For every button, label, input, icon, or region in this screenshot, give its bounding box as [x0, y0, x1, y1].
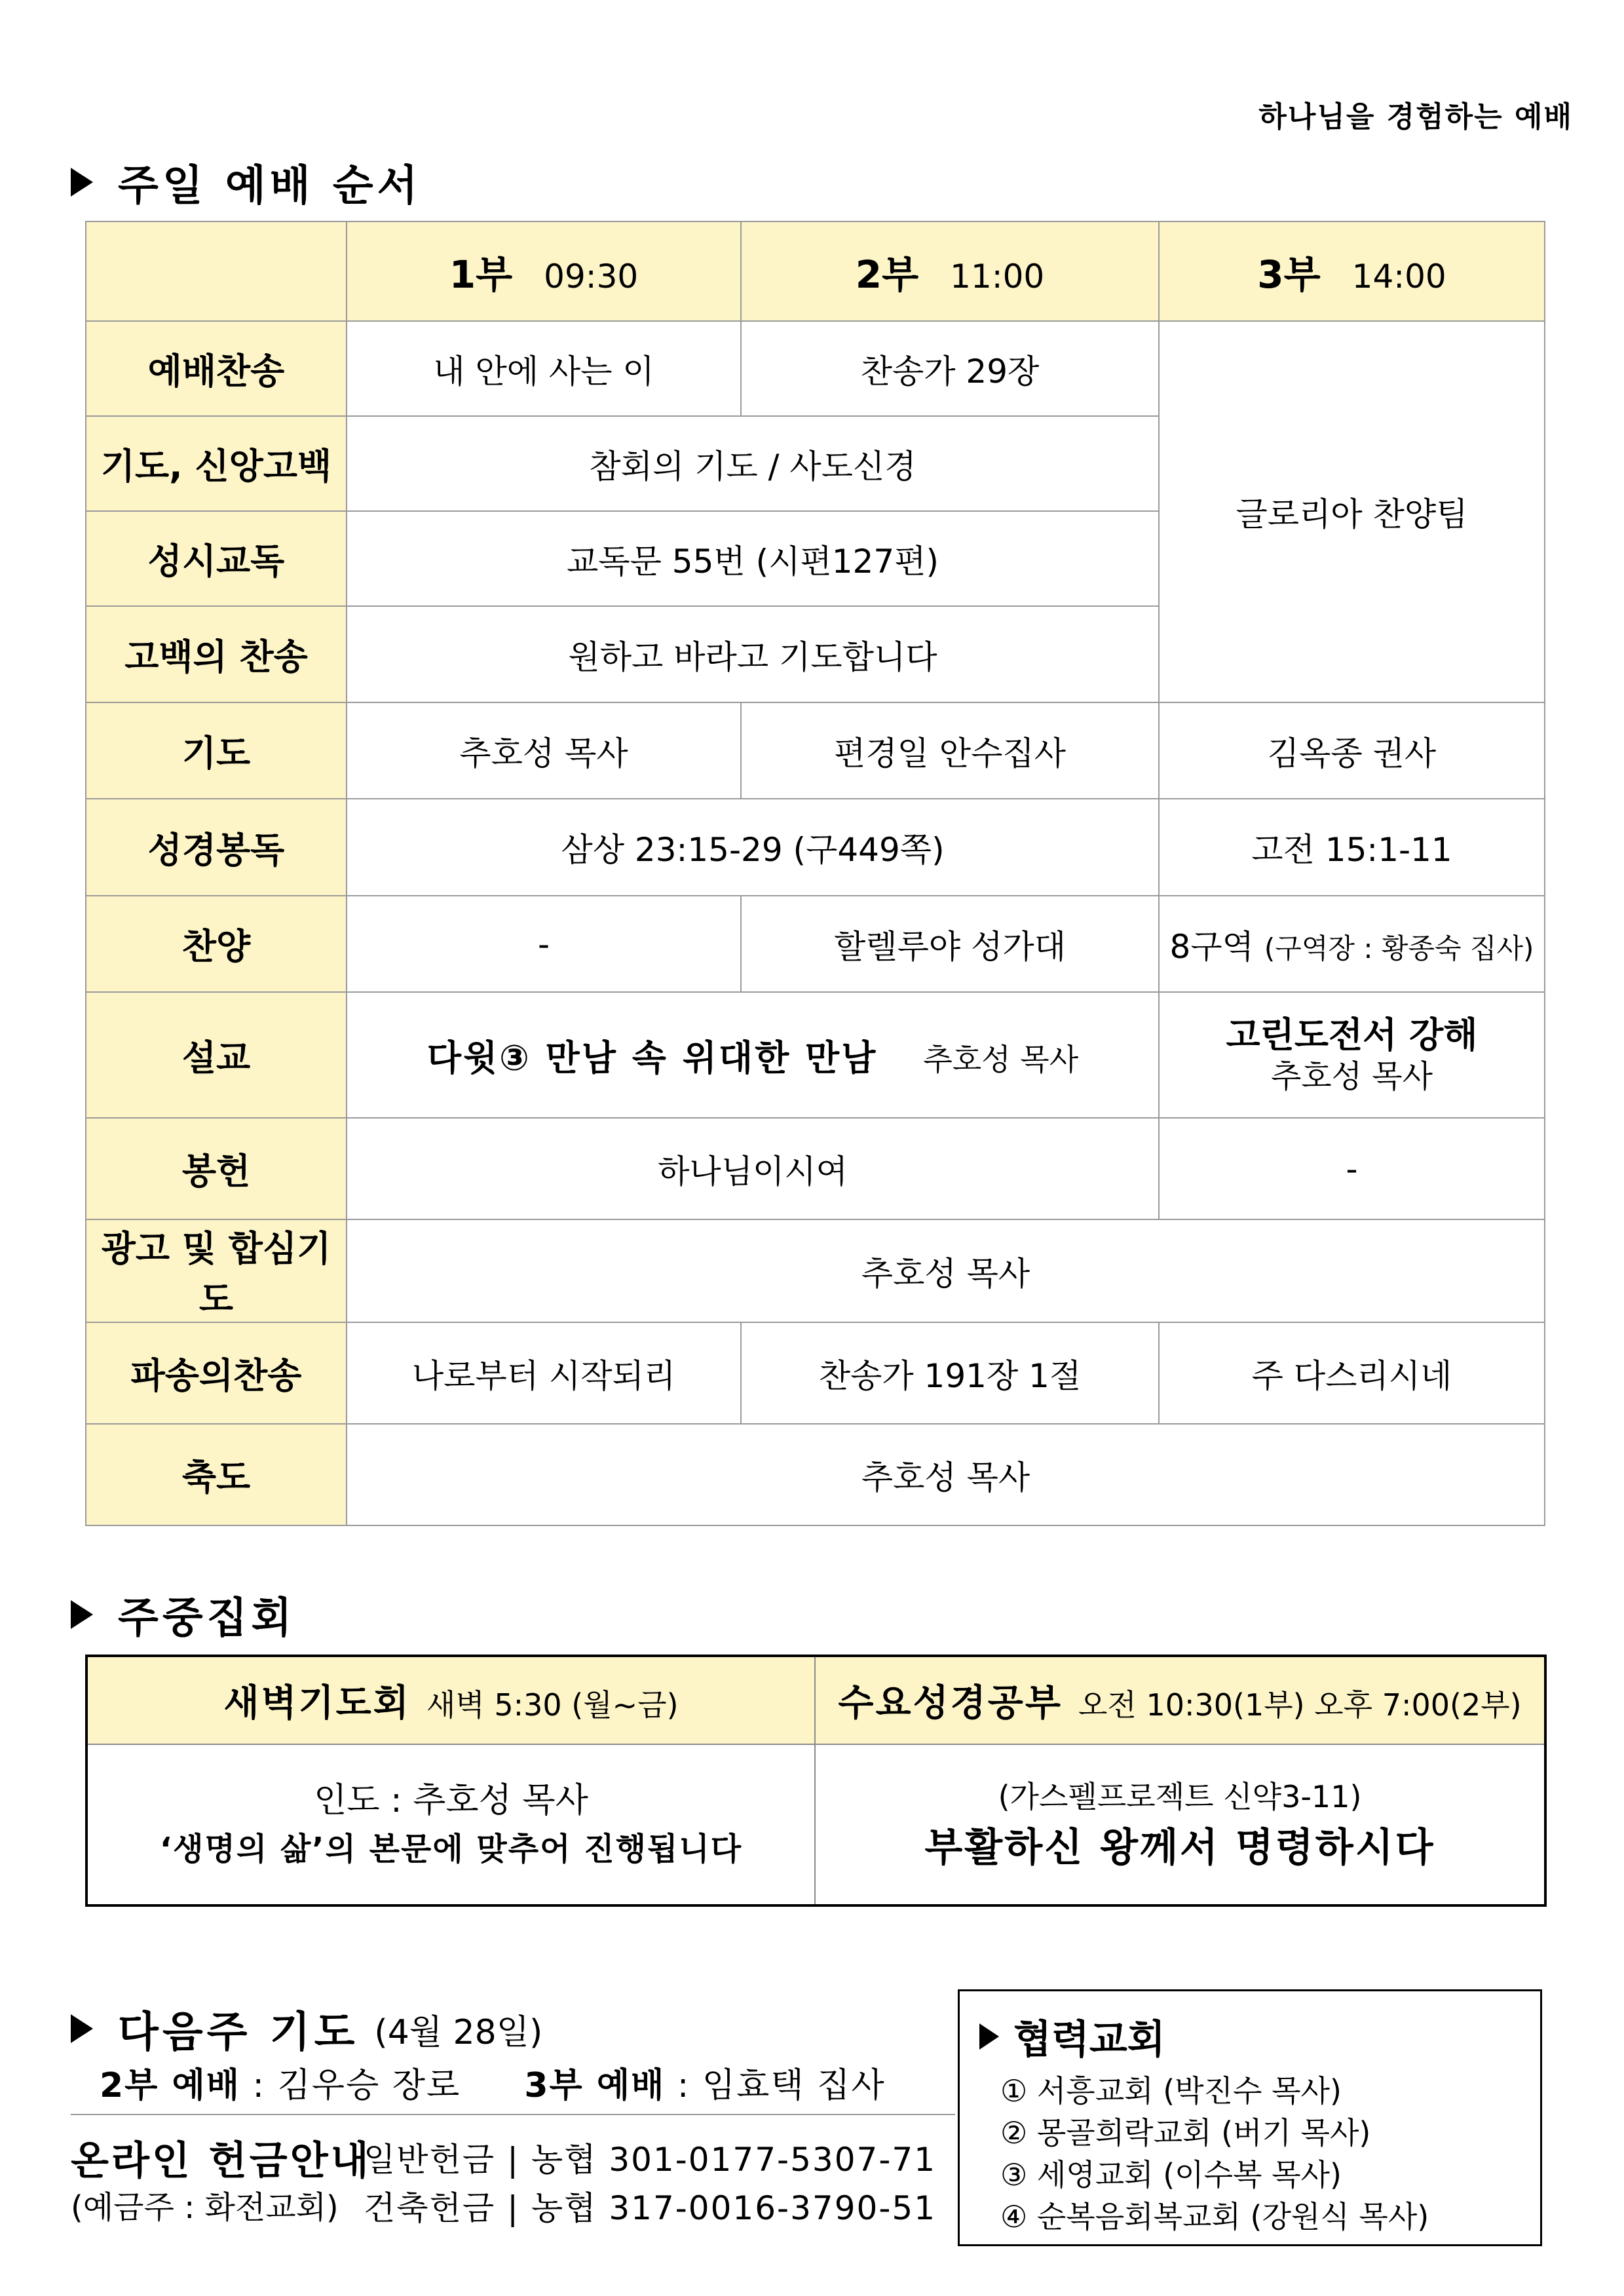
table-header-row — [86, 221, 1545, 321]
table-row — [86, 799, 1545, 896]
triangle-icon — [979, 2023, 999, 2050]
header-service-3: 3부 14:00 — [1159, 221, 1545, 321]
table-row — [86, 992, 1545, 1118]
sermon-title: 다윗③ 만남 속 위대한 만남 — [426, 1037, 878, 1079]
header-corner — [86, 221, 347, 321]
sermon-cell-s3 — [1159, 992, 1545, 1118]
table-row — [86, 321, 1545, 416]
triangle-icon — [71, 2014, 93, 2043]
s3-prayer-label: 3부 예배 — [524, 2066, 666, 2105]
dawn-leader: 인도 : 추호성 목사 — [314, 1780, 588, 1820]
list-item: ④ 순복음회복교회 (강원식 목사) — [1000, 2199, 1429, 2234]
cell: 삼상 23:15-29 (구449쪽) — [347, 799, 1159, 896]
sunday-title-text: 주일 예배 순서 — [118, 162, 422, 210]
wednesday-time: 오전 10:30(1부) 오후 7:00(2부) — [1078, 1687, 1522, 1723]
row-label: 성경봉독 — [86, 799, 347, 896]
list-item: ① 서흥교회 (박진수 목사) — [1000, 2073, 1342, 2109]
cell: 편경일 안수집사 — [741, 702, 1159, 799]
account-holder: (예금주 : 화전교회) — [71, 2189, 339, 2226]
s2-prayer-value: : 김우승 장로 — [252, 2066, 461, 2105]
list-item: ② 몽골희락교회 (버기 목사) — [1000, 2115, 1371, 2151]
row-label: 광고 및 합심기도 — [86, 1219, 347, 1322]
table-row — [86, 896, 1545, 992]
cell: 추호성 목사 — [347, 1219, 1545, 1322]
online-offering-title: 온라인 헌금안내 — [71, 2138, 371, 2184]
partner-churches-box — [958, 1989, 1542, 2246]
weekly-section-title — [71, 1584, 295, 1645]
dawn-header — [86, 1656, 815, 1744]
divider — [71, 2114, 955, 2115]
cell: 추호성 목사 — [347, 1424, 1545, 1525]
header-service-2: 2부 11:00 — [741, 221, 1159, 321]
sermon-pastor: 추호성 목사 — [923, 1041, 1079, 1077]
cell: 할렐루야 성가대 — [741, 896, 1159, 992]
next-prayer-title-text: 다음주 기도 — [118, 2008, 359, 2057]
table-row — [86, 1424, 1545, 1525]
partner-title — [979, 2008, 1165, 2065]
row-label: 축도 — [86, 1424, 347, 1525]
weekly-meetings-table — [85, 1655, 1547, 1907]
row-label: 기도, 신앙고백 — [86, 416, 347, 511]
table-row — [86, 702, 1545, 799]
s2-prayer-label: 2부 예배 — [100, 2066, 240, 2105]
building-offering-account: 건축헌금 | 농협 317-0016-3790-51 — [364, 2189, 937, 2227]
next-prayer-assignments — [100, 2057, 886, 2107]
next-prayer-title — [71, 1999, 542, 2059]
cell: 참회의 기도 / 사도신경 — [347, 416, 1159, 511]
triangle-icon — [71, 1600, 93, 1629]
sermon-cell — [347, 992, 1159, 1118]
sunday-section-title — [71, 152, 422, 212]
cell — [1159, 896, 1545, 992]
weekly-title-text: 주중집회 — [118, 1594, 296, 1643]
partner-title-text: 협력교회 — [1013, 2017, 1165, 2063]
row-label: 설교 — [86, 992, 347, 1118]
cell: 찬송가 191장 1절 — [741, 1322, 1159, 1424]
dawn-time: 새벽 5:30 (월~금) — [426, 1687, 679, 1723]
header-service-1: 1부 09:30 — [347, 221, 741, 321]
wednesday-message: 부활하신 왕께서 명령하시다 — [924, 1824, 1435, 1871]
praise-s3-main: 8구역 — [1169, 927, 1254, 966]
table-row — [86, 1118, 1545, 1219]
row-label: 찬양 — [86, 896, 347, 992]
general-offering-account: 일반헌금 | 농협 301-0177-5307-71 — [364, 2141, 937, 2179]
s3-prayer-value: : 임효택 집사 — [677, 2066, 886, 2105]
cell: 찬송가 29장 — [741, 321, 1159, 416]
cell: 내 안에 사는 이 — [347, 321, 741, 416]
wednesday-title: 수요성경공부 — [838, 1682, 1063, 1725]
row-label: 성시교독 — [86, 511, 347, 606]
row-label: 예배찬송 — [86, 321, 347, 416]
cell: 주 다스리시네 — [1159, 1322, 1545, 1424]
cell: 원하고 바라고 기도합니다 — [347, 606, 1159, 702]
table-header-row — [86, 1656, 1545, 1744]
dawn-body — [86, 1744, 815, 1905]
cell: 나로부터 시작되리 — [347, 1322, 741, 1424]
tagline: 하나님을 경험하는 예배 — [1258, 100, 1573, 134]
row-label: 파송의찬송 — [86, 1322, 347, 1424]
table-row — [86, 1744, 1545, 1905]
sunday-service-table — [85, 221, 1545, 1526]
sermon-s3-title: 고린도전서 강해 — [1226, 1014, 1478, 1056]
triangle-icon — [71, 168, 93, 197]
cell: 고전 15:1-11 — [1159, 799, 1545, 896]
table-row — [86, 1322, 1545, 1424]
praise-s3-note: (구역장 : 황종숙 집사) — [1264, 932, 1534, 965]
cell: - — [347, 896, 741, 992]
list-item: ③ 세영교회 (이수복 목사) — [1000, 2157, 1342, 2192]
cell: 김옥종 권사 — [1159, 702, 1545, 799]
row-label: 봉헌 — [86, 1118, 347, 1219]
partner-list — [1000, 2070, 1429, 2238]
cell-s3-choir: 글로리아 찬양팀 — [1159, 321, 1545, 702]
cell: 교독문 55번 (시편127편) — [347, 511, 1159, 606]
row-label: 기도 — [86, 702, 347, 799]
cell: 하나님이시여 — [347, 1118, 1159, 1219]
next-prayer-date: (4월 28일) — [374, 2012, 543, 2052]
row-label: 고백의 찬송 — [86, 606, 347, 702]
wednesday-header — [815, 1656, 1545, 1744]
cell: - — [1159, 1118, 1545, 1219]
wednesday-body — [815, 1744, 1545, 1905]
sermon-s3-pastor: 추호성 목사 — [1270, 1058, 1433, 1095]
dawn-note: ‘생명의 삶’의 본문에 맞추어 진행됩니다 — [159, 1830, 743, 1867]
dawn-title: 새벽기도회 — [223, 1682, 411, 1725]
wednesday-ref: (가스펠프로젝트 신약3-11) — [998, 1778, 1362, 1814]
cell: 추호성 목사 — [347, 702, 741, 799]
table-row — [86, 1219, 1545, 1322]
